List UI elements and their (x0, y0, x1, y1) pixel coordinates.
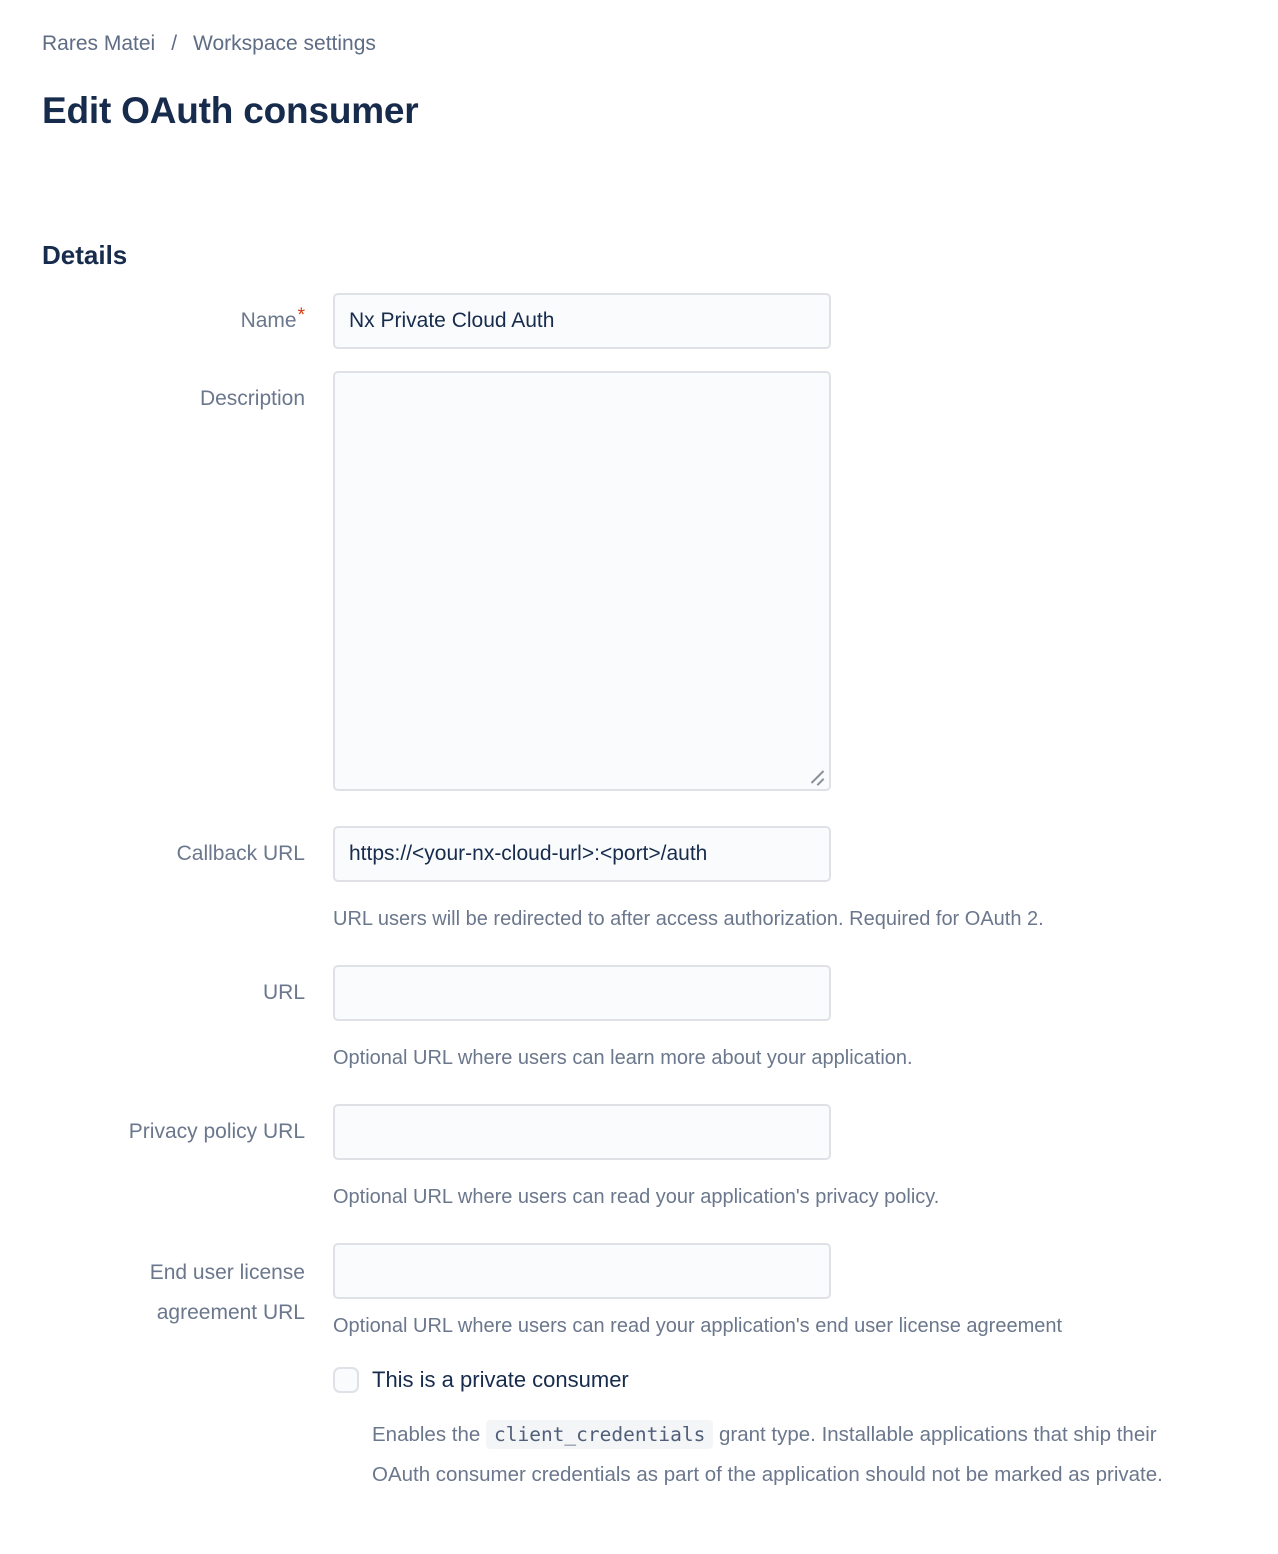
url-label (42, 965, 305, 1021)
name-label (42, 293, 305, 350)
callback-url-label-text: Callback URL (176, 842, 305, 865)
privacy-policy-url-row (42, 1104, 1236, 1210)
client-credentials-code: client_credentials (486, 1420, 713, 1449)
callback-url-help: URL users will be redirected to after access authorization. Required for OAuth 2. (333, 908, 1044, 930)
url-help: Optional URL where users can learn more about your application. (333, 1047, 913, 1069)
private-consumer-help-prefix: Enables the (372, 1423, 486, 1446)
privacy-policy-url-input[interactable] (333, 1104, 831, 1160)
callback-url-field (333, 826, 1236, 932)
url-field (333, 965, 1236, 1071)
eula-url-input[interactable] (333, 1243, 831, 1299)
name-row (42, 293, 1236, 350)
callback-url-input[interactable] (333, 826, 831, 882)
callback-url-label (42, 826, 305, 882)
description-textarea[interactable] (333, 371, 831, 791)
eula-url-help: Optional URL where users can read your application's end user license agreement (333, 1315, 1063, 1337)
eula-url-label-text: End user license agreement URL (149, 1261, 305, 1324)
private-consumer-help (372, 1415, 1207, 1495)
name-label-text: Name (240, 309, 297, 332)
privacy-policy-url-label-text: Privacy policy URL (128, 1120, 305, 1143)
privacy-policy-url-label (42, 1104, 305, 1160)
url-label-text: URL (262, 981, 305, 1004)
url-row (42, 965, 1236, 1071)
privacy-policy-url-field (333, 1104, 1236, 1210)
private-consumer-label[interactable]: This is a private consumer (372, 1367, 629, 1392)
breadcrumb (42, 32, 1236, 56)
private-consumer-section (333, 1367, 1236, 1495)
description-field (333, 371, 1236, 791)
description-row (42, 371, 1236, 791)
oauth-consumer-form (42, 293, 1236, 1495)
eula-url-field (333, 1243, 1236, 1339)
description-label-text: Description (199, 387, 305, 410)
page-title: Edit OAuth consumer (42, 90, 419, 131)
required-asterisk: * (297, 305, 305, 326)
privacy-policy-url-help: Optional URL where users can read your application's privacy policy. (333, 1186, 940, 1208)
eula-url-row (42, 1243, 1236, 1339)
description-label (42, 371, 305, 427)
private-consumer-row (333, 1367, 1236, 1393)
url-input[interactable] (333, 965, 831, 1021)
callback-url-row (42, 826, 1236, 932)
private-consumer-help-suffix: grant type. Installable applications that ship their OAuth consumer credentials as part of the application should not be marked as private. (372, 1423, 1163, 1486)
breadcrumb-link-workspace-settings[interactable]: Workspace settings (193, 32, 376, 55)
breadcrumb-separator: / (171, 32, 178, 55)
name-field (333, 293, 1236, 349)
details-heading: Details (42, 240, 128, 270)
private-consumer-checkbox[interactable] (333, 1367, 359, 1393)
name-input[interactable] (333, 293, 831, 349)
breadcrumb-link-workspace[interactable]: Rares Matei (42, 32, 156, 55)
eula-url-label (42, 1243, 305, 1333)
